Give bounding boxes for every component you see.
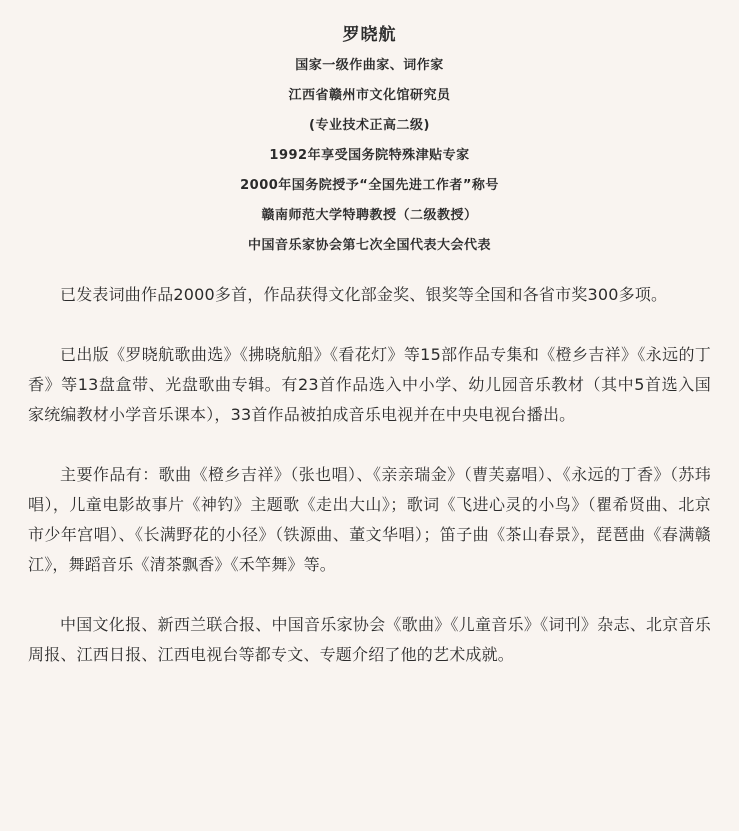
biography — [28, 280, 711, 670]
title-line: 2000年国务院授予“全国先进工作者”称号 — [240, 178, 499, 193]
title-line: 江西省赣州市文化馆研究员 — [288, 88, 451, 103]
profile-header — [28, 24, 711, 254]
title-list — [28, 58, 711, 254]
bio-paragraph-publications: 已出版《罗晓航歌曲选》《拂晓航船》《看花灯》等15部作品专集和《橙乡吉祥》《永远的丁香》等13盘盒带、光盘歌曲专辑。有23首作品选入中小学、幼儿园音乐教材（其中5首选入国家统编教材小学音乐课本），33首作品被拍成音乐电视并在中央电视台播出。 — [28, 345, 711, 424]
title-line: 国家一级作曲家、词作家 — [295, 58, 444, 73]
bio-paragraph-awards: 已发表词曲作品2000多首，作品获得文化部金奖、银奖等全国和各省市奖300多项。 — [60, 285, 668, 304]
person-name: 罗晓航 — [342, 25, 397, 45]
title-line: (专业技术正高二级) — [309, 118, 430, 133]
title-line: 赣南师范大学特聘教授（二级教授） — [261, 208, 478, 223]
bio-paragraph-works: 主要作品有：歌曲《橙乡吉祥》（张也唱）、《亲亲瑞金》（曹芙嘉唱）、《永远的丁香》（苏玮唱），儿童电影故事片《神钓》主题歌《走出大山》；歌词《飞进心灵的小鸟》（瞿希贤曲、北京市少年宫唱）、《长满野花的小径》（铁源曲、董文华唱）；笛子曲《茶山春景》，琵琶曲《春满赣江》，舞蹈音乐《清茶飘香》《禾竿舞》等。 — [28, 465, 711, 574]
bio-paragraph-media: 中国文化报、新西兰联合报、中国音乐家协会《歌曲》《儿童音乐》《词刊》杂志、北京音乐周报、江西日报、江西电视台等都专文、专题介绍了他的艺术成就。 — [28, 615, 711, 664]
title-line: 中国音乐家协会第七次全国代表大会代表 — [247, 238, 491, 253]
title-line: 1992年享受国务院特殊津贴专家 — [269, 148, 470, 163]
